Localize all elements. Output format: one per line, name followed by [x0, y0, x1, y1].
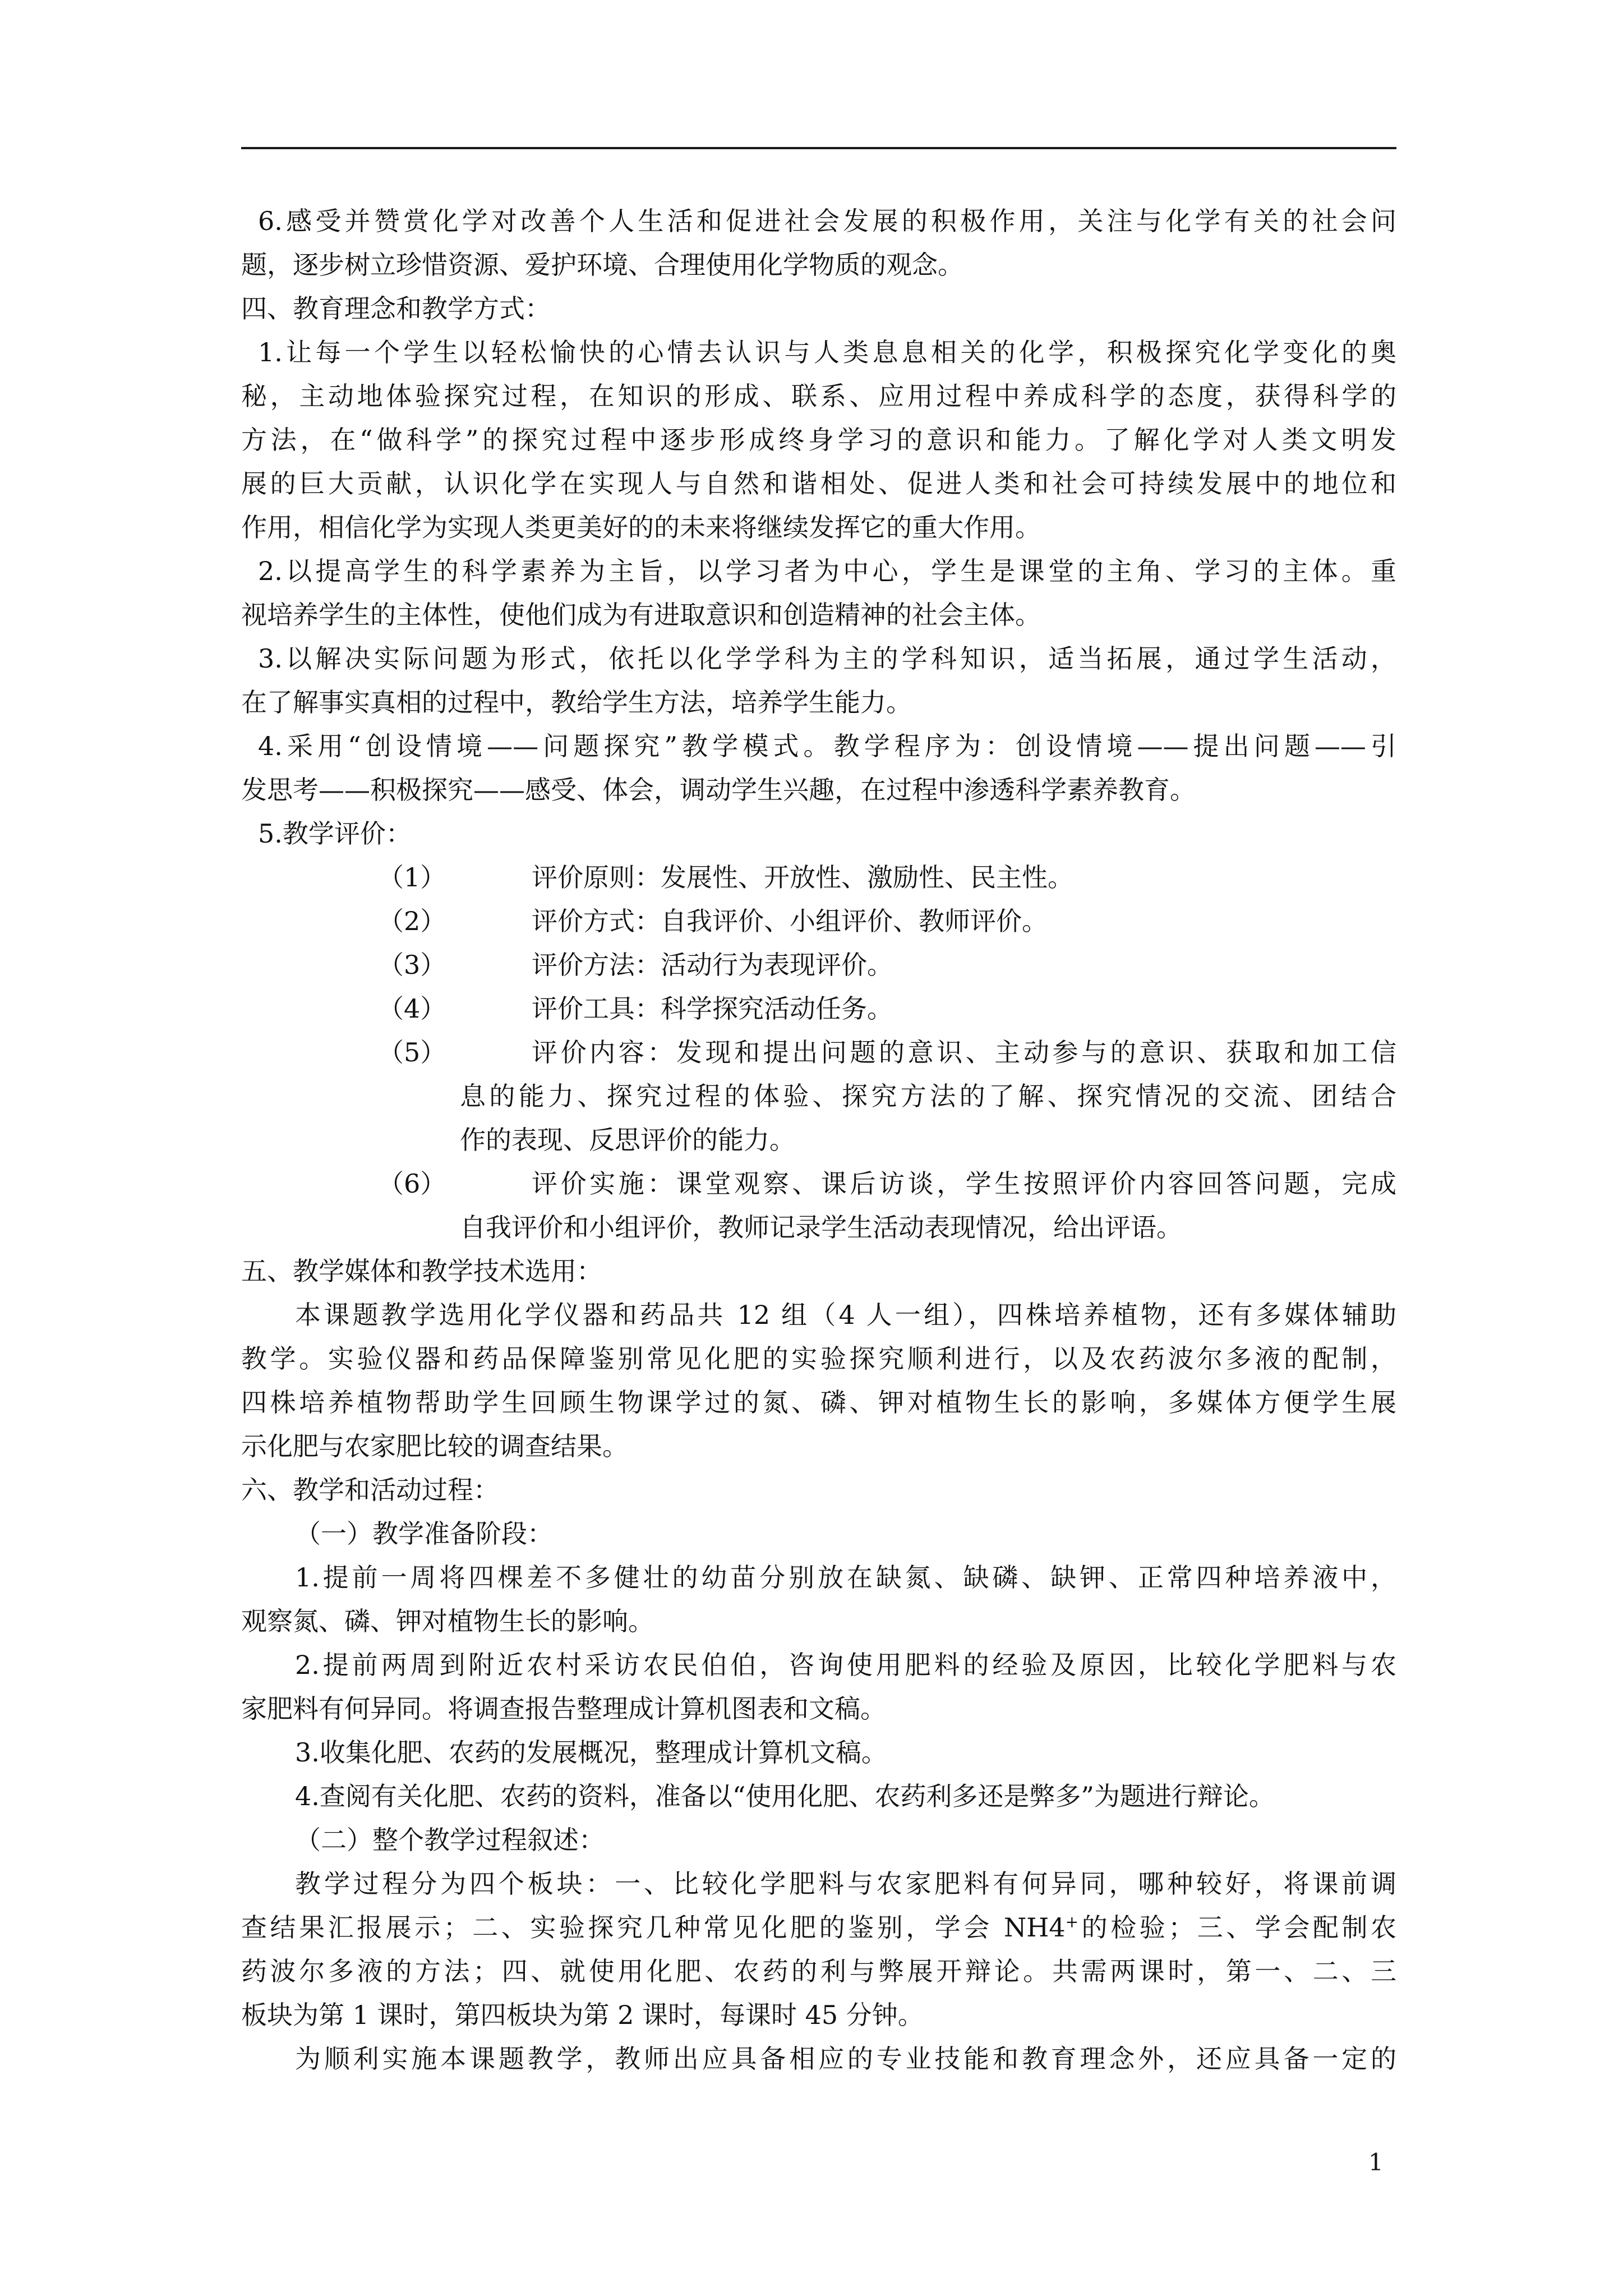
paragraph-6-3-line-1: 为顺利实施本课题教学，教师出应具备相应的专业技能和教育理念外，还应具备一定的: [295, 2044, 1396, 2074]
paragraph-6-1-2-line-1: 2.提前两周到附近农村采访农民伯伯，咨询使用肥料的经验及原因，比较化学肥料与农: [295, 1650, 1396, 1680]
paragraph-6-1-4: 4.查阅有关化肥、农药的资料，准备以“使用化肥、农药利多还是弊多”为题进行辩论。: [295, 1781, 1275, 1811]
section-heading-6: 六、教学和活动过程：: [241, 1475, 499, 1505]
paragraph-4-1-line-5: 作用，相信化学为实现人类更美好的的未来将继续发挥它的重大作用。: [241, 512, 1041, 542]
evaluation-item-text: 评价方式：自我评价、小组评价、教师评价。: [532, 906, 1048, 936]
section-heading-5: 五、教学媒体和教学技术选用：: [241, 1256, 602, 1286]
paragraph-6-1-1-line-1: 1.提前一周将四棵差不多健壮的幼苗分别放在缺氮、缺磷、缺钾、正常四种培养液中，: [295, 1562, 1396, 1593]
paragraph-4-4-line-2: 发思考——积极探究——感受、体会，调动学生兴趣，在过程中渗透科学素养教育。: [241, 775, 1196, 805]
paragraph-5-line-3: 四株培养植物帮助学生回顾生物课学过的氮、磷、钾对植物生长的影响，多媒体方便学生展: [241, 1387, 1396, 1418]
nh4-text-before: 查结果汇报展示；二、实验探究几种常见化肥的鉴别，学会 NH4: [241, 1912, 1066, 1943]
paragraph-5-line-2: 教学。实验仪器和药品保障鉴别常见化肥的实验探究顺利进行，以及农药波尔多液的配制，: [241, 1343, 1396, 1374]
paragraph-4-2-line-2: 视培养学生的主体性，使他们成为有进取意识和创造精神的社会主体。: [241, 600, 1041, 630]
paragraph-6-2-line-1: 教学过程分为四个板块：一、比较化学肥料与农家肥料有何异同，哪种较好，将课前调: [295, 1869, 1396, 1899]
paragraph-6-1-1-line-2: 观察氮、磷、钾对植物生长的影响。: [241, 1606, 654, 1636]
paragraph-6-2-line-2: [241, 1911, 1396, 1944]
paragraph-6-1-3: 3.收集化肥、农药的发展概况，整理成计算机文稿。: [295, 1737, 887, 1768]
evaluation-item-continuation: 作的表现、反思评价的能力。: [460, 1125, 795, 1155]
paragraph-goal-6-line-2: 题，逐步树立珍惜资源、爱护环境、合理使用化学物质的观念。: [241, 250, 963, 280]
paragraph-6-1-2-line-2: 家肥料有何异同。将调查报告整理成计算机图表和文稿。: [241, 1694, 886, 1724]
evaluation-item-number: （5）: [378, 1037, 446, 1068]
paragraph-4-1-line-3: 方法，在“做科学”的探究过程中逐步形成终身学习的意识和能力。了解化学对人类文明发: [241, 425, 1396, 455]
subsection-heading-6-2: （二）整个教学过程叙述：: [295, 1825, 605, 1855]
paragraph-5-line-1: 本课题教学选用化学仪器和药品共 12 组（4 人一组），四株培养植物，还有多媒体辅助: [295, 1300, 1396, 1330]
paragraph-6-2-line-4: 板块为第 1 课时，第四板块为第 2 课时，每课时 45 分钟。: [241, 2000, 924, 2030]
evaluation-item-number: （4）: [378, 993, 446, 1024]
evaluation-item-number: （1）: [378, 862, 446, 892]
paragraph-goal-6-line-1: 6.感受并赞赏化学对改善个人生活和促进社会发展的积极作用，关注与化学有关的社会问: [258, 206, 1396, 236]
evaluation-item-text: 评价工具：科学探究活动任务。: [532, 993, 893, 1024]
evaluation-item-continuation: 自我评价和小组评价，教师记录学生活动表现情况，给出评语。: [460, 1212, 1182, 1243]
paragraph-6-2-line-3: 药波尔多液的方法；四、就使用化肥、农药的利与弊展开辩论。共需两课时，第一、二、三: [241, 1956, 1396, 1986]
evaluation-item-continuation: 息的能力、探究过程的体验、探究方法的了解、探究情况的交流、团结合: [460, 1081, 1396, 1111]
paragraph-4-4-line-1: 4.采用“创设情境——问题探究”教学模式。教学程序为：创设情境——提出问题——引: [258, 731, 1396, 761]
subsection-heading-6-1: （一）教学准备阶段：: [295, 1519, 553, 1549]
paragraph-4-5-heading: 5.教学评价：: [258, 818, 412, 849]
nh4-text-after: 的检验；三、学会配制农: [1078, 1912, 1396, 1943]
section-heading-4: 四、教育理念和教学方式：: [241, 293, 551, 324]
paragraph-4-1-line-1: 1.让每一个学生以轻松愉快的心情去认识与人类息息相关的化学，积极探究化学变化的奥: [258, 337, 1396, 367]
paragraph-5-line-4: 示化肥与农家肥比较的调查结果。: [241, 1431, 628, 1461]
page-number: 1: [1368, 2148, 1384, 2176]
evaluation-item-text: 评价实施：课堂观察、课后访谈，学生按照评价内容回答问题，完成: [532, 1168, 1396, 1199]
paragraph-4-3-line-2: 在了解事实真相的过程中，教给学生方法，培养学生能力。: [241, 687, 912, 717]
paragraph-4-3-line-1: 3.以解决实际问题为形式，依托以化学学科为主的学科知识，适当拓展，通过学生活动，: [258, 643, 1396, 674]
paragraph-4-2-line-1: 2.以提高学生的科学素养为主旨，以学习者为中心，学生是课堂的主角、学习的主体。重: [258, 556, 1396, 586]
evaluation-item-text: 评价原则：发展性、开放性、激励性、民主性。: [532, 862, 1073, 892]
evaluation-item-text: 评价方法：活动行为表现评价。: [532, 950, 893, 980]
evaluation-item-number: （6）: [378, 1168, 446, 1199]
header-rule: [241, 147, 1396, 149]
evaluation-item-number: （3）: [378, 950, 446, 980]
evaluation-item-text: 评价内容：发现和提出问题的意识、主动参与的意识、获取和加工信: [532, 1037, 1396, 1068]
paragraph-4-1-line-4: 展的巨大贡献，认识化学在实现人与自然和谐相处、促进人类和社会可持续发展中的地位和: [241, 468, 1396, 499]
evaluation-item-number: （2）: [378, 906, 446, 936]
paragraph-4-1-line-2: 秘，主动地体验探究过程，在知识的形成、联系、应用过程中养成科学的态度，获得科学的: [241, 381, 1396, 411]
nh4-superscript: +: [1065, 1912, 1079, 1931]
